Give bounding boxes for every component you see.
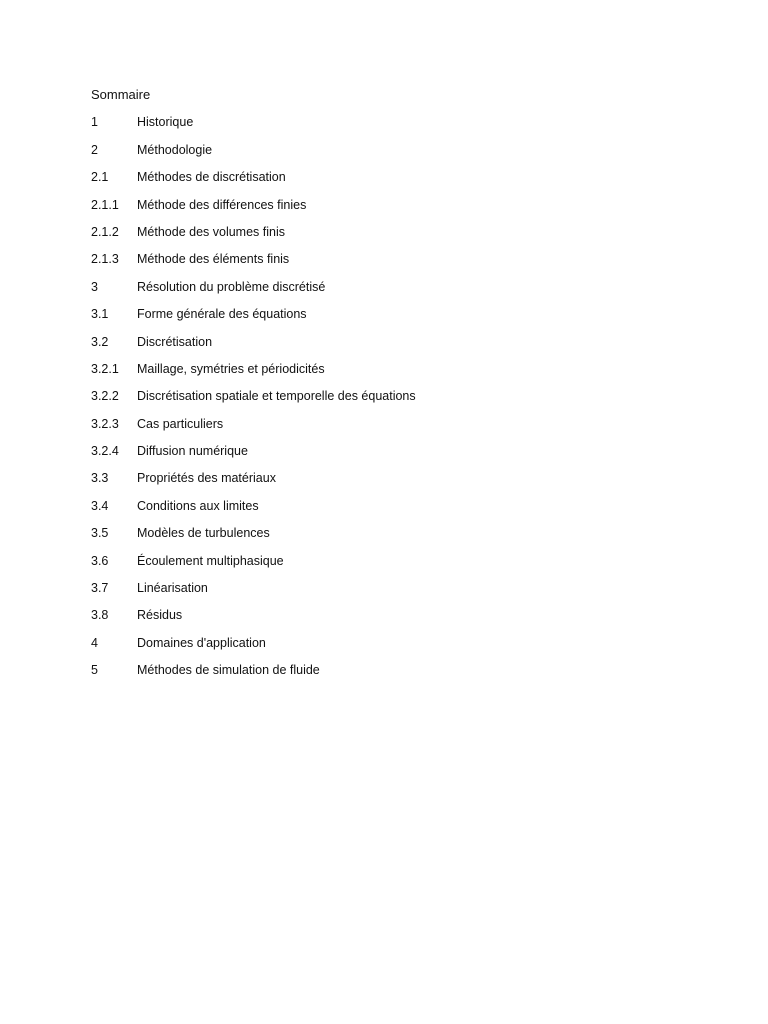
toc-entry: [91, 414, 691, 441]
toc-entry-label: Domaines d'application: [137, 635, 266, 650]
toc-entry: [91, 605, 691, 632]
toc-entry-label: Maillage, symétries et périodicités: [137, 361, 325, 376]
toc-entry: [91, 140, 691, 167]
toc-entry-label: Propriétés des matériaux: [137, 471, 276, 486]
toc-entry-number: 1: [91, 115, 98, 130]
toc-entry-label: Résidus: [137, 608, 183, 623]
toc-entry-number: 3.4: [91, 498, 109, 513]
toc-entry-label: Diffusion numérique: [137, 444, 248, 459]
toc-entry-number: 3.2.1: [91, 361, 119, 376]
toc-entry: [91, 195, 691, 222]
toc-entry-label: Cas particuliers: [137, 416, 224, 431]
toc-entry-number: 5: [91, 663, 98, 678]
toc-entry: [91, 359, 691, 386]
toc-entry: [91, 523, 691, 550]
toc-title: Sommaire: [91, 87, 151, 102]
toc-entry: [91, 551, 691, 578]
toc-entry: [91, 222, 691, 249]
toc-entry-label: Forme générale des équations: [137, 307, 307, 322]
toc-entry-label: Discrétisation: [137, 334, 213, 349]
toc-entry-number: 2.1.2: [91, 224, 119, 239]
toc-entry-number: 2: [91, 142, 98, 157]
toc-entry-label: Linéarisation: [137, 581, 208, 596]
toc-entry-number: 3.2.3: [91, 416, 119, 431]
toc-entry-number: 3.2.2: [91, 389, 119, 404]
toc-entry-label: Écoulement multiphasique: [137, 553, 284, 568]
toc-entry-number: 2.1.3: [91, 252, 119, 267]
table-of-contents: [91, 85, 691, 688]
toc-entry-number: 3: [91, 279, 98, 294]
toc-entry-label: Modèles de turbulences: [137, 526, 270, 541]
toc-entry: [91, 167, 691, 194]
toc-entry-number: 2.1.1: [91, 197, 119, 212]
toc-entry-label: Méthode des différences finies: [137, 197, 307, 212]
toc-entry: [91, 112, 691, 139]
toc-entry-number: 3.3: [91, 471, 109, 486]
toc-entry-label: Méthodologie: [137, 142, 213, 157]
toc-entry-label: Méthodes de discrétisation: [137, 170, 286, 185]
toc-entry-number: 3.1: [91, 307, 109, 322]
toc-entry-label: Méthodes de simulation de fluide: [137, 663, 320, 678]
toc-entry-label: Historique: [137, 115, 194, 130]
toc-entry-number: 3.5: [91, 526, 109, 541]
toc-entry: [91, 578, 691, 605]
toc-list: [91, 112, 691, 687]
toc-entry-label: Méthode des éléments finis: [137, 252, 290, 267]
toc-entry: [91, 277, 691, 304]
toc-entry: [91, 386, 691, 413]
toc-entry-number: 3.6: [91, 553, 109, 568]
toc-entry: [91, 660, 691, 687]
toc-entry: [91, 496, 691, 523]
toc-entry-number: 3.2: [91, 334, 109, 349]
toc-entry-number: 2.1: [91, 170, 109, 185]
toc-entry-number: 3.2.4: [91, 444, 119, 459]
toc-entry-number: 3.8: [91, 608, 109, 623]
toc-entry-label: Méthode des volumes finis: [137, 224, 285, 239]
toc-entry-label: Conditions aux limites: [137, 498, 259, 513]
toc-entry: [91, 441, 691, 468]
toc-entry-number: 3.7: [91, 581, 109, 596]
toc-entry: [91, 332, 691, 359]
toc-entry: [91, 304, 691, 331]
toc-entry-label: Discrétisation spatiale et temporelle des équations: [137, 389, 416, 404]
toc-entry-label: Résolution du problème discrétisé: [137, 279, 326, 294]
toc-entry-number: 4: [91, 635, 98, 650]
toc-entry: [91, 468, 691, 495]
toc-entry: [91, 633, 691, 660]
toc-entry: [91, 249, 691, 276]
